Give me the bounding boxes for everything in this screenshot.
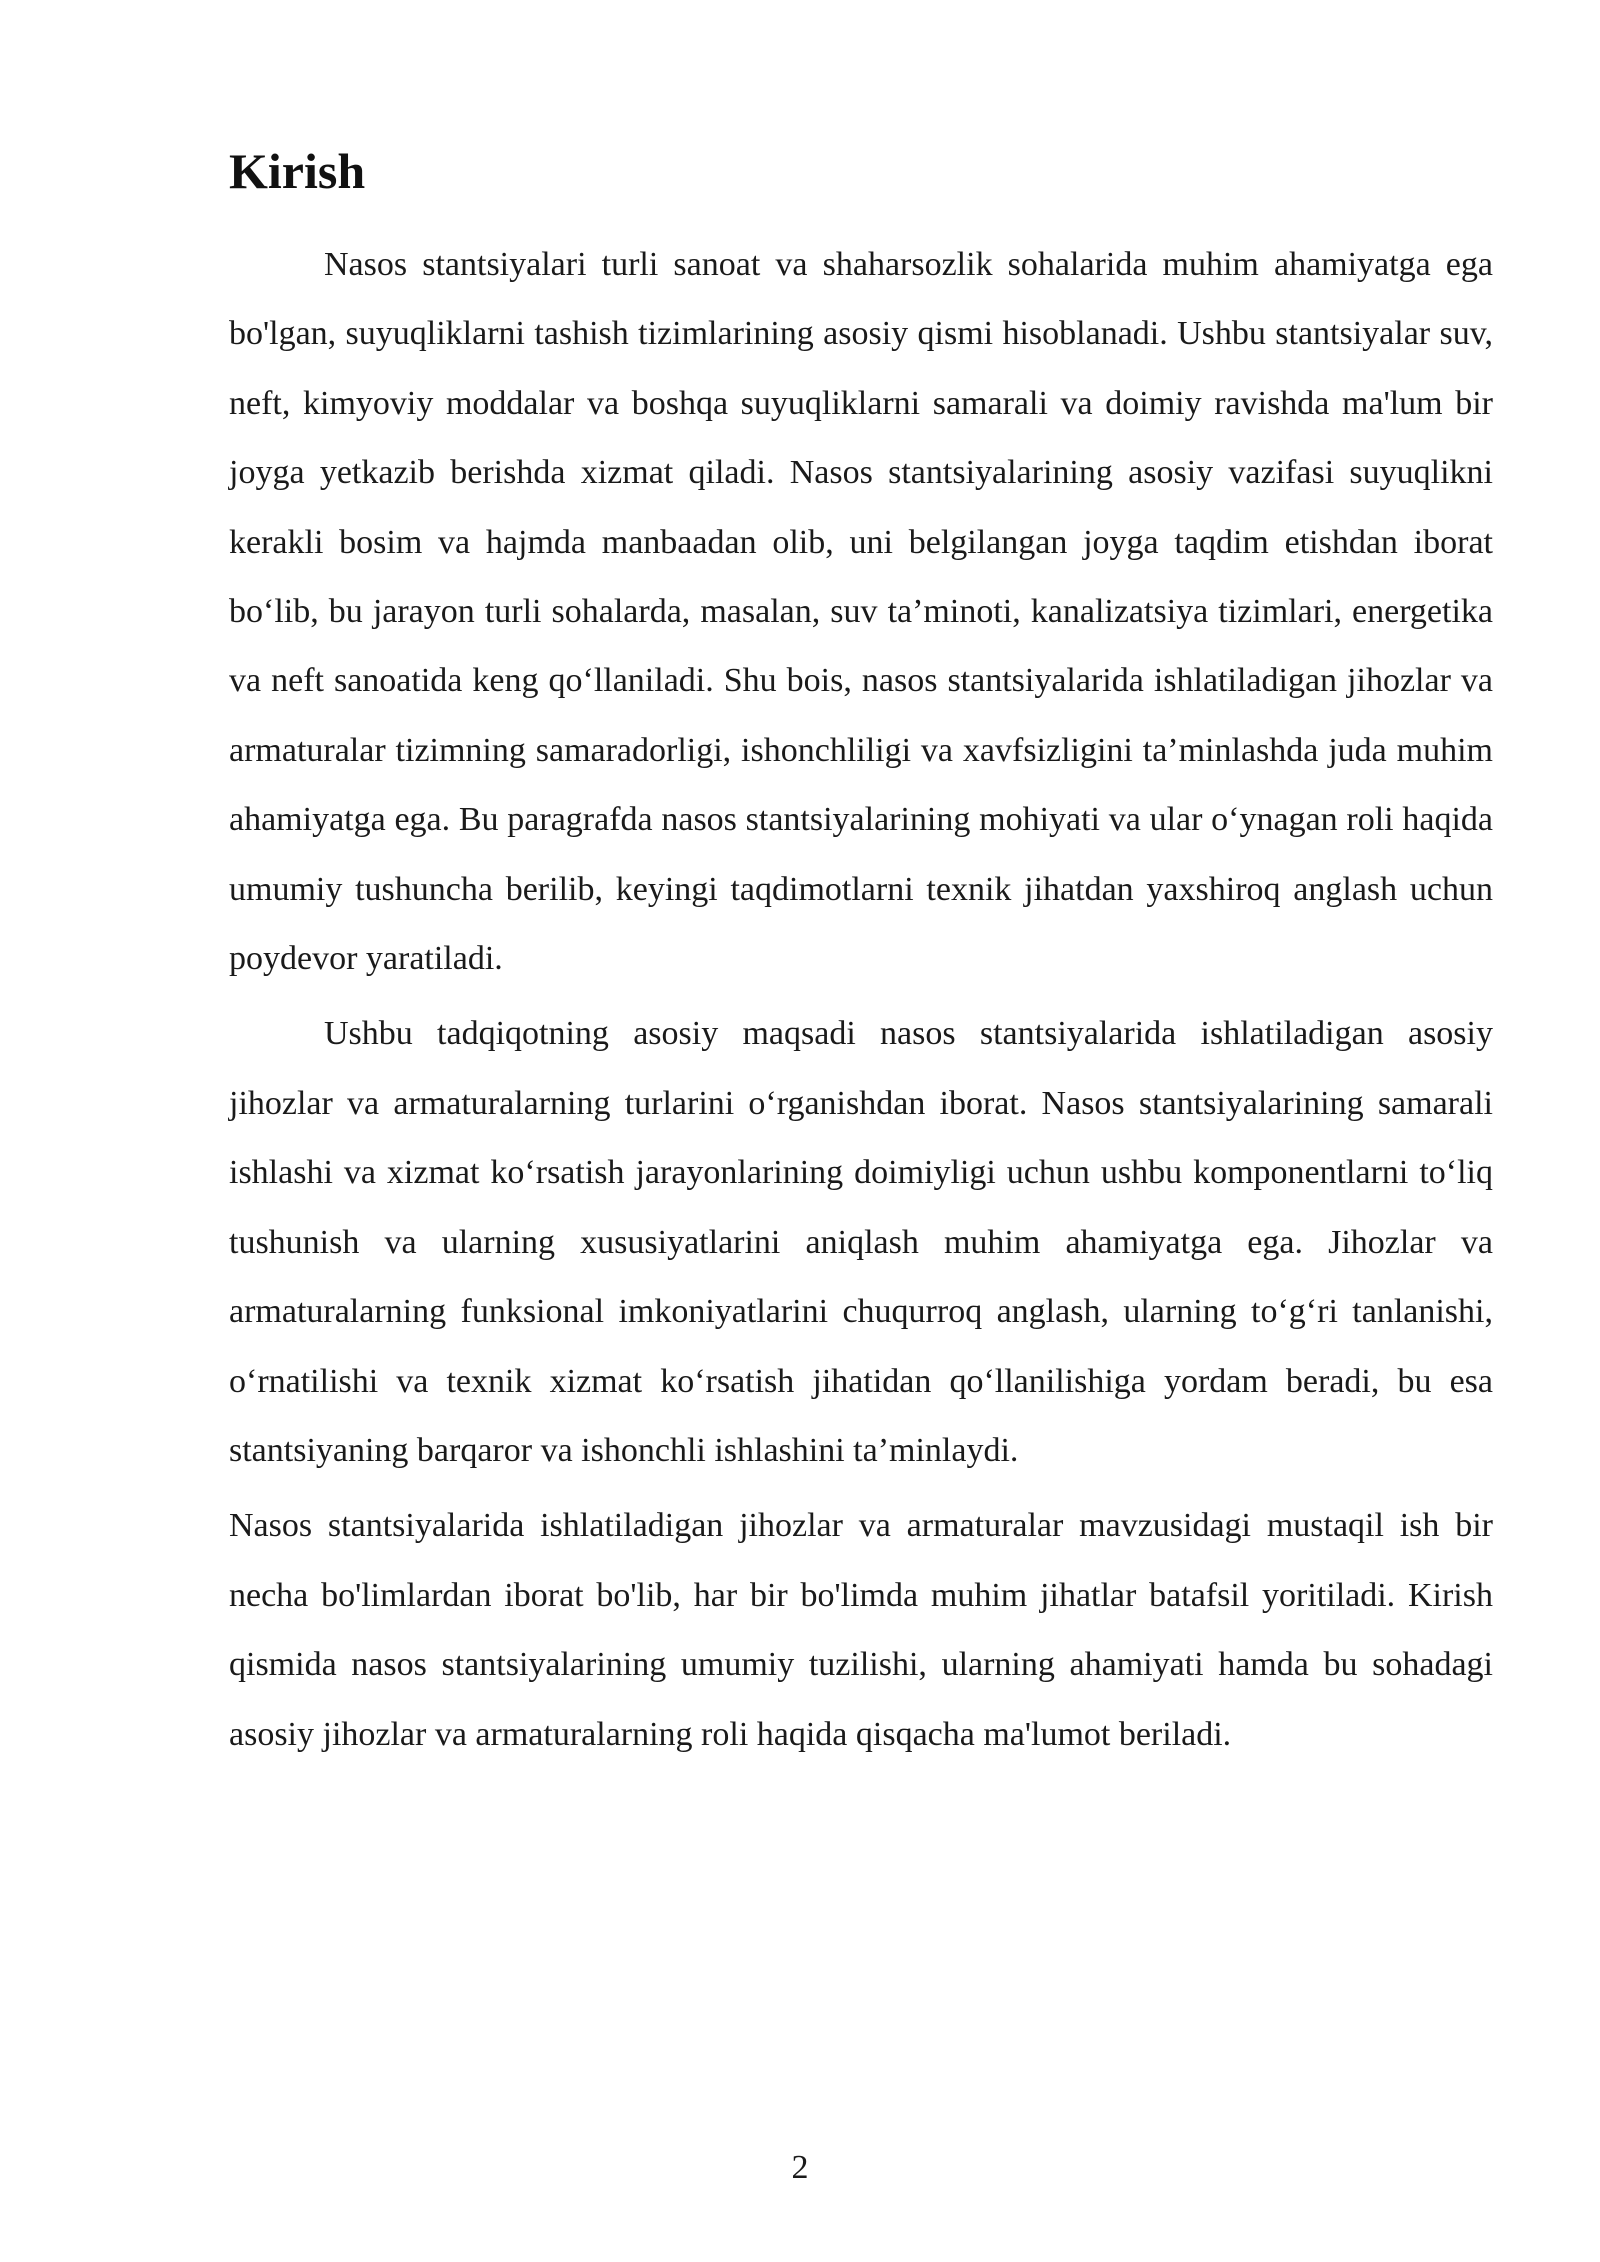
page-content bbox=[229, 138, 1493, 1775]
paragraph-goal: Ushbu tadqiqotning asosiy maqsadi nasos stantsiyalarida ishlatiladigan asosiy jihozlar va armaturalarning turlarini o‘rganishdan iborat. Nasos stantsiyalarining samarali ishlashi va xizmat ko‘rsatish jarayonlarining doimiyligi uchun ushbu komponentlarni to‘liq tushunish va ularning xususiyatlarini aniqlash muhim ahamiyatga ega. Jihozlar va armaturalarning funksional imkoniyatlarini chuqurroq anglash, ularning to‘g‘ri tanlanishi, o‘rnatilishi va texnik xizmat ko‘rsatish jihatidan qo‘llanilishiga yordam beradi, bu esa stantsiyaning barqaror va ishonchli ishlashini ta’minlaydi. bbox=[229, 1015, 1493, 1469]
page-number: 2 bbox=[791, 2149, 809, 2186]
paragraph-structure: Nasos stantsiyalarida ishlatiladigan jihozlar va armaturalar mavzusidagi mustaqil ish bir necha bo'limlardan iborat bo'lib, har bir bo'limda muhim jihatlar batafsil yoritiladi. Kirish qismida nasos stantsiyalarining umumiy tuzilishi, ularning ahamiyati hamda bu sohadagi asosiy jihozlar va armaturalarning roli haqida qisqacha ma'lumot beriladi. bbox=[229, 1507, 1493, 1753]
paragraph-intro: Nasos stantsiyalari turli sanoat va shaharsozlik sohalarida muhim ahamiyatga ega bo'lgan, suyuqliklarni tashish tizimlarining asosiy qismi hisoblanadi. Ushbu stantsiyalar suv, neft, kimyoviy moddalar va boshqa suyuqliklarni samarali va doimiy ravishda ma'lum bir joyga yetkazib berishda xizmat qiladi. Nasos stantsiyalarining asosiy vazifasi suyuqlikni kerakli bosim va hajmda manbaadan olib, uni belgilangan joyga taqdim etishdan iborat bo‘lib, bu jarayon turli sohalarda, masalan, suv ta’minoti, kanalizatsiya tizimlari, energetika va neft sanoatida keng qo‘llaniladi. Shu bois, nasos stantsiyalarida ishlatiladigan jihozlar va armaturalar tizimning samaradorligi, ishonchliligi va xavfsizligini ta’minlashda juda muhim ahamiyatga ega. Bu paragrafda nasos stantsiyalarining mohiyati va ular o‘ynagan roli haqida umumiy tushuncha berilib, keyingi taqdimotlarni texnik jihatdan yaxshiroq anglash uchun poydevor yaratiladi. bbox=[229, 246, 1493, 978]
section-heading: Kirish bbox=[229, 143, 366, 199]
